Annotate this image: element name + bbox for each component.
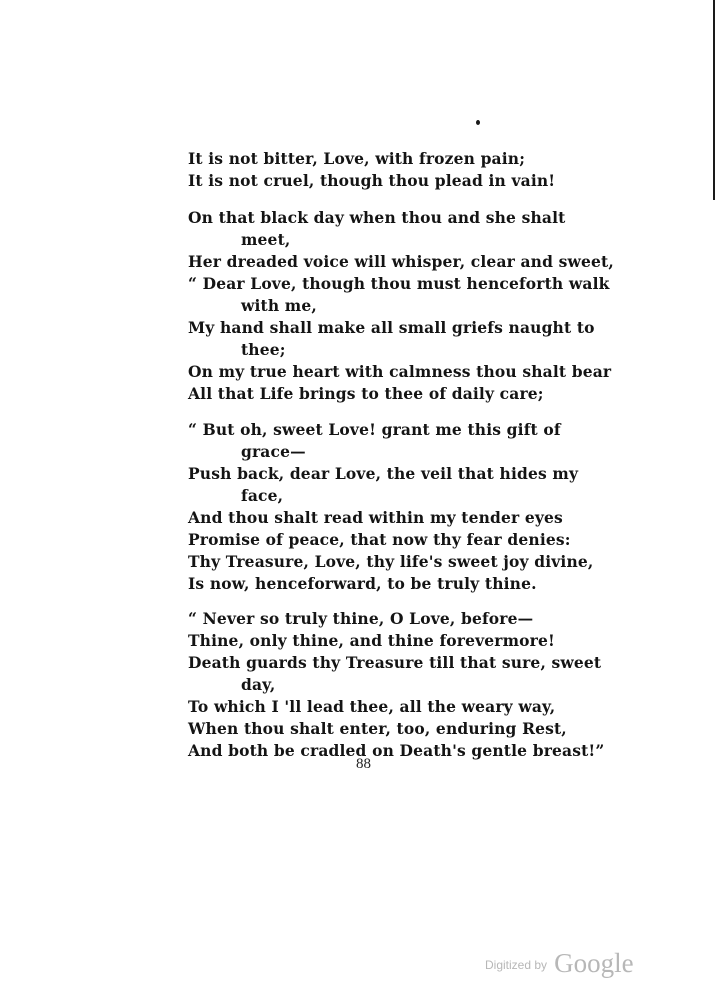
poem-line: To which I 'll lead thee, all the weary way, — [188, 697, 556, 716]
page-edge-line — [713, 0, 715, 200]
poem-line: thee; — [241, 340, 286, 359]
poem-line: face, — [241, 486, 284, 505]
poem-line: It is not cruel, though thou plead in vain! — [188, 171, 556, 190]
poem-line: “ Dear Love, though thou must henceforth walk — [188, 274, 610, 293]
poem-line: Her dreaded voice will whisper, clear and sweet, — [188, 252, 614, 271]
poem-line: grace— — [241, 442, 306, 461]
poem-line: “ Never so truly thine, O Love, before— — [188, 609, 534, 628]
poem-line: Thine, only thine, and thine forevermore! — [188, 631, 555, 650]
poem-line: meet, — [241, 230, 291, 249]
watermark-brand: Google — [554, 948, 634, 978]
poem-line: On that black day when thou and she shalt — [188, 208, 566, 227]
poem-line: My hand shall make all small griefs naught to — [188, 318, 595, 337]
poem-line: Is now, henceforward, to be truly thine. — [188, 574, 537, 593]
poem-line: All that Life brings to thee of daily care; — [188, 384, 544, 403]
poem-line: with me, — [241, 296, 317, 315]
poem-line: And both be cradled on Death's gentle breast!” — [188, 741, 605, 760]
poem-line: Thy Treasure, Love, thy life's sweet joy divine, — [188, 552, 594, 571]
poem-line: It is not bitter, Love, with frozen pain; — [188, 149, 526, 168]
page-number: 88 — [356, 756, 371, 772]
poem-line: Death guards thy Treasure till that sure, sweet — [188, 653, 602, 672]
poem-line: On my true heart with calmness thou shalt bear — [188, 362, 612, 381]
poem-line: “ But oh, sweet Love! grant me this gift of — [188, 420, 561, 439]
digitized-watermark — [485, 948, 634, 979]
poem-line: Push back, dear Love, the veil that hides my — [188, 464, 579, 483]
poem-line: And thou shalt read within my tender eyes — [188, 508, 563, 527]
ink-speck — [476, 120, 480, 125]
poem-line: Promise of peace, that now thy fear denies: — [188, 530, 571, 549]
poem-line: When thou shalt enter, too, enduring Rest, — [188, 719, 567, 738]
poem-line: day, — [241, 675, 276, 694]
watermark-prefix: Digitized by — [485, 958, 548, 972]
